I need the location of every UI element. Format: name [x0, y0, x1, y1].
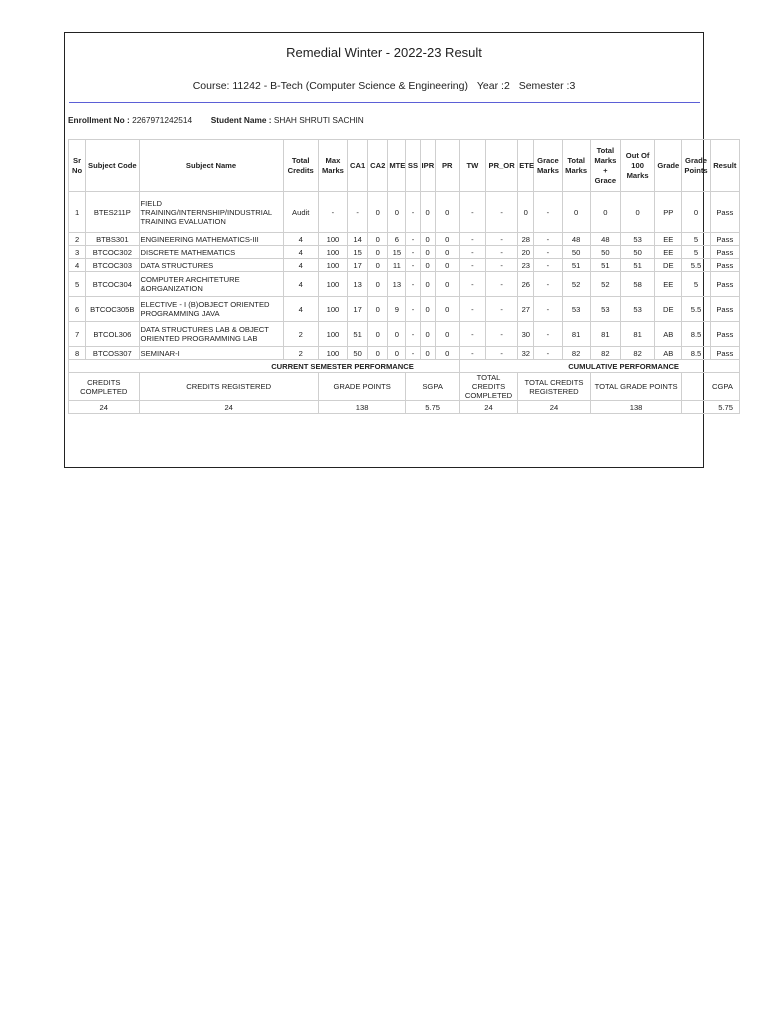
cell-subject-name: ENGINEERING MATHEMATICS-III — [139, 233, 283, 246]
performance-headers — [69, 373, 740, 401]
col-ete: ETE — [518, 140, 534, 192]
sgpa-header: SGPA — [406, 373, 459, 401]
student-info — [68, 115, 364, 125]
cell-result: Pass — [710, 272, 739, 297]
cell-pr: 0 — [435, 322, 459, 347]
cell-pr-or: - — [486, 246, 518, 259]
cell-subject-code: BTCOL306 — [86, 322, 139, 347]
cell-result: Pass — [710, 297, 739, 322]
col-max-marks: Max Marks — [318, 140, 347, 192]
cell-pr-or: - — [486, 192, 518, 233]
cell-total-marks-grace: 81 — [590, 322, 620, 347]
col-grade: Grade — [655, 140, 682, 192]
cell-ipr: 0 — [420, 322, 435, 347]
cell-total-marks: 52 — [562, 272, 590, 297]
cell-max-marks: 100 — [318, 233, 347, 246]
cell-ca2: 0 — [368, 259, 388, 272]
cell-tw: - — [459, 246, 485, 259]
cell-grace-marks: - — [534, 192, 562, 233]
table-row — [69, 347, 740, 360]
table-row — [69, 246, 740, 259]
cell-ca2: 0 — [368, 297, 388, 322]
cell-result: Pass — [710, 246, 739, 259]
cell-total-credits: Audit — [283, 192, 318, 233]
cell-ca1: 13 — [348, 272, 368, 297]
cell-grade: AB — [655, 322, 682, 347]
cell-mte: 0 — [388, 347, 406, 360]
cell-grace-marks: - — [534, 297, 562, 322]
col-mte: MTE — [388, 140, 406, 192]
col-subject-code: Subject Code — [86, 140, 139, 192]
cell-result: Pass — [710, 192, 739, 233]
cell-grace-marks: - — [534, 347, 562, 360]
result-sheet — [64, 32, 737, 468]
cell-ipr: 0 — [420, 272, 435, 297]
credits-completed-value: 24 — [69, 401, 140, 414]
table-row — [69, 192, 740, 233]
cell-max-marks: 100 — [318, 297, 347, 322]
cell-out-of-100: 53 — [620, 233, 654, 246]
cell-total-marks-grace: 82 — [590, 347, 620, 360]
cell-max-marks: 100 — [318, 347, 347, 360]
table-row — [69, 272, 740, 297]
cell-sr-no: 7 — [69, 322, 86, 347]
current-semester-performance-label: CURRENT SEMESTER PERFORMANCE — [69, 360, 460, 373]
cell-ete: 26 — [518, 272, 534, 297]
col-result: Result — [710, 140, 739, 192]
cell-sr-no: 4 — [69, 259, 86, 272]
cell-out-of-100: 53 — [620, 297, 654, 322]
total-grade-points-header: TOTAL GRADE POINTS — [590, 373, 682, 401]
cell-mte: 13 — [388, 272, 406, 297]
col-out-of-100: Out Of 100 Marks — [620, 140, 654, 192]
cell-total-marks: 51 — [562, 259, 590, 272]
cell-ete: 20 — [518, 246, 534, 259]
col-total-credits: Total Credits — [283, 140, 318, 192]
student-name-label: Student Name : — [210, 115, 272, 125]
cell-tw: - — [459, 322, 485, 347]
col-grade-points: Grade Points — [682, 140, 710, 192]
cell-mte: 0 — [388, 322, 406, 347]
cgpa-header: CGPA — [682, 373, 740, 401]
cell-pr-or: - — [486, 259, 518, 272]
cell-grade: DE — [655, 259, 682, 272]
col-total-marks: Total Marks — [562, 140, 590, 192]
cell-pr: 0 — [435, 259, 459, 272]
cell-out-of-100: 58 — [620, 272, 654, 297]
cell-sr-no: 6 — [69, 297, 86, 322]
cell-ipr: 0 — [420, 259, 435, 272]
cell-ete: 27 — [518, 297, 534, 322]
cell-pr-or: - — [486, 297, 518, 322]
cell-mte: 15 — [388, 246, 406, 259]
cell-total-credits: 4 — [283, 259, 318, 272]
cell-ss: - — [406, 192, 420, 233]
page-title: Remedial Winter - 2022-23 Result — [286, 45, 482, 60]
cell-grade-points: 5.5 — [682, 259, 710, 272]
cell-max-marks: - — [318, 192, 347, 233]
cell-subject-name: SEMINAR-I — [139, 347, 283, 360]
cell-tw: - — [459, 297, 485, 322]
total-credits-completed-value: 24 — [459, 401, 517, 414]
year-label: Year :2 — [476, 80, 510, 92]
table-row — [69, 322, 740, 347]
cell-pr: 0 — [435, 192, 459, 233]
cell-ca2: 0 — [368, 246, 388, 259]
cell-total-credits: 4 — [283, 272, 318, 297]
cell-ipr: 0 — [420, 192, 435, 233]
cell-subject-code: BTCOC305B — [86, 297, 139, 322]
cell-ca2: 0 — [368, 322, 388, 347]
cell-total-credits: 2 — [283, 347, 318, 360]
cell-total-marks: 53 — [562, 297, 590, 322]
cell-out-of-100: 51 — [620, 259, 654, 272]
total-grade-points-value: 138 — [590, 401, 682, 414]
cell-max-marks: 100 — [318, 322, 347, 347]
cell-grade-points: 5.5 — [682, 297, 710, 322]
col-ca1: CA1 — [348, 140, 368, 192]
cell-grace-marks: - — [534, 272, 562, 297]
cell-mte: 0 — [388, 192, 406, 233]
cell-tw: - — [459, 233, 485, 246]
cell-grade-points: 0 — [682, 192, 710, 233]
cell-out-of-100: 82 — [620, 347, 654, 360]
cell-sr-no: 5 — [69, 272, 86, 297]
col-grace-marks: Grace Marks — [534, 140, 562, 192]
cell-ipr: 0 — [420, 347, 435, 360]
cell-pr-or: - — [486, 347, 518, 360]
cell-ca1: 17 — [348, 297, 368, 322]
sgpa-value: 5.75 — [406, 401, 459, 414]
cell-total-credits: 4 — [283, 233, 318, 246]
cell-ss: - — [406, 297, 420, 322]
cell-result: Pass — [710, 259, 739, 272]
cell-max-marks: 100 — [318, 259, 347, 272]
cell-total-marks: 0 — [562, 192, 590, 233]
credits-completed-header: CREDITS COMPLETED — [69, 373, 140, 401]
cell-ipr: 0 — [420, 246, 435, 259]
cell-grade: EE — [655, 233, 682, 246]
cell-total-credits: 2 — [283, 322, 318, 347]
cell-grade-points: 8.5 — [682, 322, 710, 347]
table-row — [69, 259, 740, 272]
cell-ipr: 0 — [420, 297, 435, 322]
cell-tw: - — [459, 259, 485, 272]
cell-tw: - — [459, 347, 485, 360]
performance-summary — [69, 360, 740, 414]
cell-total-marks: 81 — [562, 322, 590, 347]
cell-ss: - — [406, 347, 420, 360]
cell-total-credits: 4 — [283, 246, 318, 259]
cell-subject-code: BTES211P — [86, 192, 139, 233]
cell-ete: 32 — [518, 347, 534, 360]
cell-grace-marks: - — [534, 322, 562, 347]
col-pr: PR — [435, 140, 459, 192]
cell-result: Pass — [710, 233, 739, 246]
cell-subject-name: DATA STRUCTURES — [139, 259, 283, 272]
enrollment-value: 2267971242514 — [132, 115, 193, 125]
cell-subject-name: FIELD TRAINING/INTERNSHIP/INDUSTRIAL TRAINING EVALUATION — [139, 192, 283, 233]
cell-total-credits: 4 — [283, 297, 318, 322]
cell-ete: 0 — [518, 192, 534, 233]
cell-ca1: - — [348, 192, 368, 233]
cell-ss: - — [406, 259, 420, 272]
course-info — [65, 80, 703, 92]
cell-ipr: 0 — [420, 233, 435, 246]
cell-out-of-100: 0 — [620, 192, 654, 233]
cell-ete: 30 — [518, 322, 534, 347]
cell-total-marks-grace: 0 — [590, 192, 620, 233]
total-credits-completed-header: TOTAL CREDITS COMPLETED — [459, 373, 517, 401]
grade-points-value: 138 — [318, 401, 406, 414]
cell-ss: - — [406, 272, 420, 297]
cell-subject-code: BTCOC302 — [86, 246, 139, 259]
cell-out-of-100: 50 — [620, 246, 654, 259]
cell-grace-marks: - — [534, 259, 562, 272]
performance-titles — [69, 360, 740, 373]
cell-mte: 9 — [388, 297, 406, 322]
grade-points-header: GRADE POINTS — [318, 373, 406, 401]
cell-out-of-100: 81 — [620, 322, 654, 347]
cell-sr-no: 8 — [69, 347, 86, 360]
course-name: Course: 11242 - B-Tech (Computer Science & Engineering) — [192, 80, 468, 92]
cell-sr-no: 1 — [69, 192, 86, 233]
cell-pr: 0 — [435, 233, 459, 246]
cgpa-value: 5.75 — [682, 401, 740, 414]
col-ipr: IPR — [420, 140, 435, 192]
cell-ca1: 14 — [348, 233, 368, 246]
cumulative-performance-label: CUMULATIVE PERFORMANCE — [459, 360, 739, 373]
cell-subject-code: BTCOC303 — [86, 259, 139, 272]
col-total-marks-grace: Total Marks + Grace — [590, 140, 620, 192]
cell-ca2: 0 — [368, 347, 388, 360]
cell-ca1: 51 — [348, 322, 368, 347]
cell-tw: - — [459, 192, 485, 233]
cell-grade: EE — [655, 272, 682, 297]
cell-result: Pass — [710, 322, 739, 347]
cell-grade-points: 8.5 — [682, 347, 710, 360]
cell-grade: AB — [655, 347, 682, 360]
credits-registered-header: CREDITS REGISTERED — [139, 373, 318, 401]
cell-pr-or: - — [486, 233, 518, 246]
cell-max-marks: 100 — [318, 272, 347, 297]
col-subject-name: Subject Name — [139, 140, 283, 192]
cell-pr-or: - — [486, 272, 518, 297]
cell-total-marks: 50 — [562, 246, 590, 259]
cell-max-marks: 100 — [318, 246, 347, 259]
table-header-row — [69, 140, 740, 192]
student-name-value: SHAH SHRUTI SACHIN — [273, 115, 364, 125]
cell-grade-points: 5 — [682, 272, 710, 297]
cell-subject-name: ELECTIVE - I (B)OBJECT ORIENTED PROGRAMMING JAVA — [139, 297, 283, 322]
total-credits-registered-header: TOTAL CREDITS REGISTERED — [518, 373, 591, 401]
cell-ca1: 50 — [348, 347, 368, 360]
col-pr-or: PR_OR — [486, 140, 518, 192]
table-row — [69, 297, 740, 322]
cell-sr-no: 3 — [69, 246, 86, 259]
col-tw: TW — [459, 140, 485, 192]
cell-subject-code: BTBS301 — [86, 233, 139, 246]
cell-pr-or: - — [486, 322, 518, 347]
cell-grace-marks: - — [534, 246, 562, 259]
cell-grade-points: 5 — [682, 246, 710, 259]
cell-grade: EE — [655, 246, 682, 259]
result-table — [68, 139, 740, 414]
cell-ss: - — [406, 246, 420, 259]
cell-ss: - — [406, 322, 420, 347]
cell-subject-code: BTCOC304 — [86, 272, 139, 297]
col-ca2: CA2 — [368, 140, 388, 192]
cell-ca1: 17 — [348, 259, 368, 272]
cell-pr: 0 — [435, 347, 459, 360]
result-table-body — [69, 192, 740, 360]
cell-total-marks: 48 — [562, 233, 590, 246]
cell-total-marks-grace: 53 — [590, 297, 620, 322]
cell-ete: 28 — [518, 233, 534, 246]
cell-grade: DE — [655, 297, 682, 322]
cell-grade-points: 5 — [682, 233, 710, 246]
cell-sr-no: 2 — [69, 233, 86, 246]
credits-registered-value: 24 — [139, 401, 318, 414]
cell-result: Pass — [710, 347, 739, 360]
cell-total-marks: 82 — [562, 347, 590, 360]
cell-subject-name: DATA STRUCTURES LAB & OBJECT ORIENTED PROGRAMMING LAB — [139, 322, 283, 347]
cell-pr: 0 — [435, 246, 459, 259]
cell-subject-code: BTCOS307 — [86, 347, 139, 360]
total-credits-registered-value: 24 — [518, 401, 591, 414]
cell-grade: PP — [655, 192, 682, 233]
cell-grace-marks: - — [534, 233, 562, 246]
cell-tw: - — [459, 272, 485, 297]
cell-pr: 0 — [435, 272, 459, 297]
cell-subject-name: DISCRETE MATHEMATICS — [139, 246, 283, 259]
cell-total-marks-grace: 48 — [590, 233, 620, 246]
cell-mte: 6 — [388, 233, 406, 246]
cell-mte: 11 — [388, 259, 406, 272]
cell-ca2: 0 — [368, 192, 388, 233]
cell-ete: 23 — [518, 259, 534, 272]
col-sr-no: Sr No — [69, 140, 86, 192]
cell-pr: 0 — [435, 297, 459, 322]
table-row — [69, 233, 740, 246]
performance-values — [69, 401, 740, 414]
cell-subject-name: COMPUTER ARCHITETURE &ORGANIZATION — [139, 272, 283, 297]
cell-total-marks-grace: 50 — [590, 246, 620, 259]
semester-label: Semester :3 — [518, 80, 576, 92]
cell-ss: - — [406, 233, 420, 246]
cell-ca1: 15 — [348, 246, 368, 259]
col-ss: SS — [406, 140, 420, 192]
cell-ca2: 0 — [368, 233, 388, 246]
cell-ca2: 0 — [368, 272, 388, 297]
enrollment-label: Enrollment No : — [68, 115, 130, 125]
cell-total-marks-grace: 52 — [590, 272, 620, 297]
divider — [69, 102, 700, 103]
cell-total-marks-grace: 51 — [590, 259, 620, 272]
